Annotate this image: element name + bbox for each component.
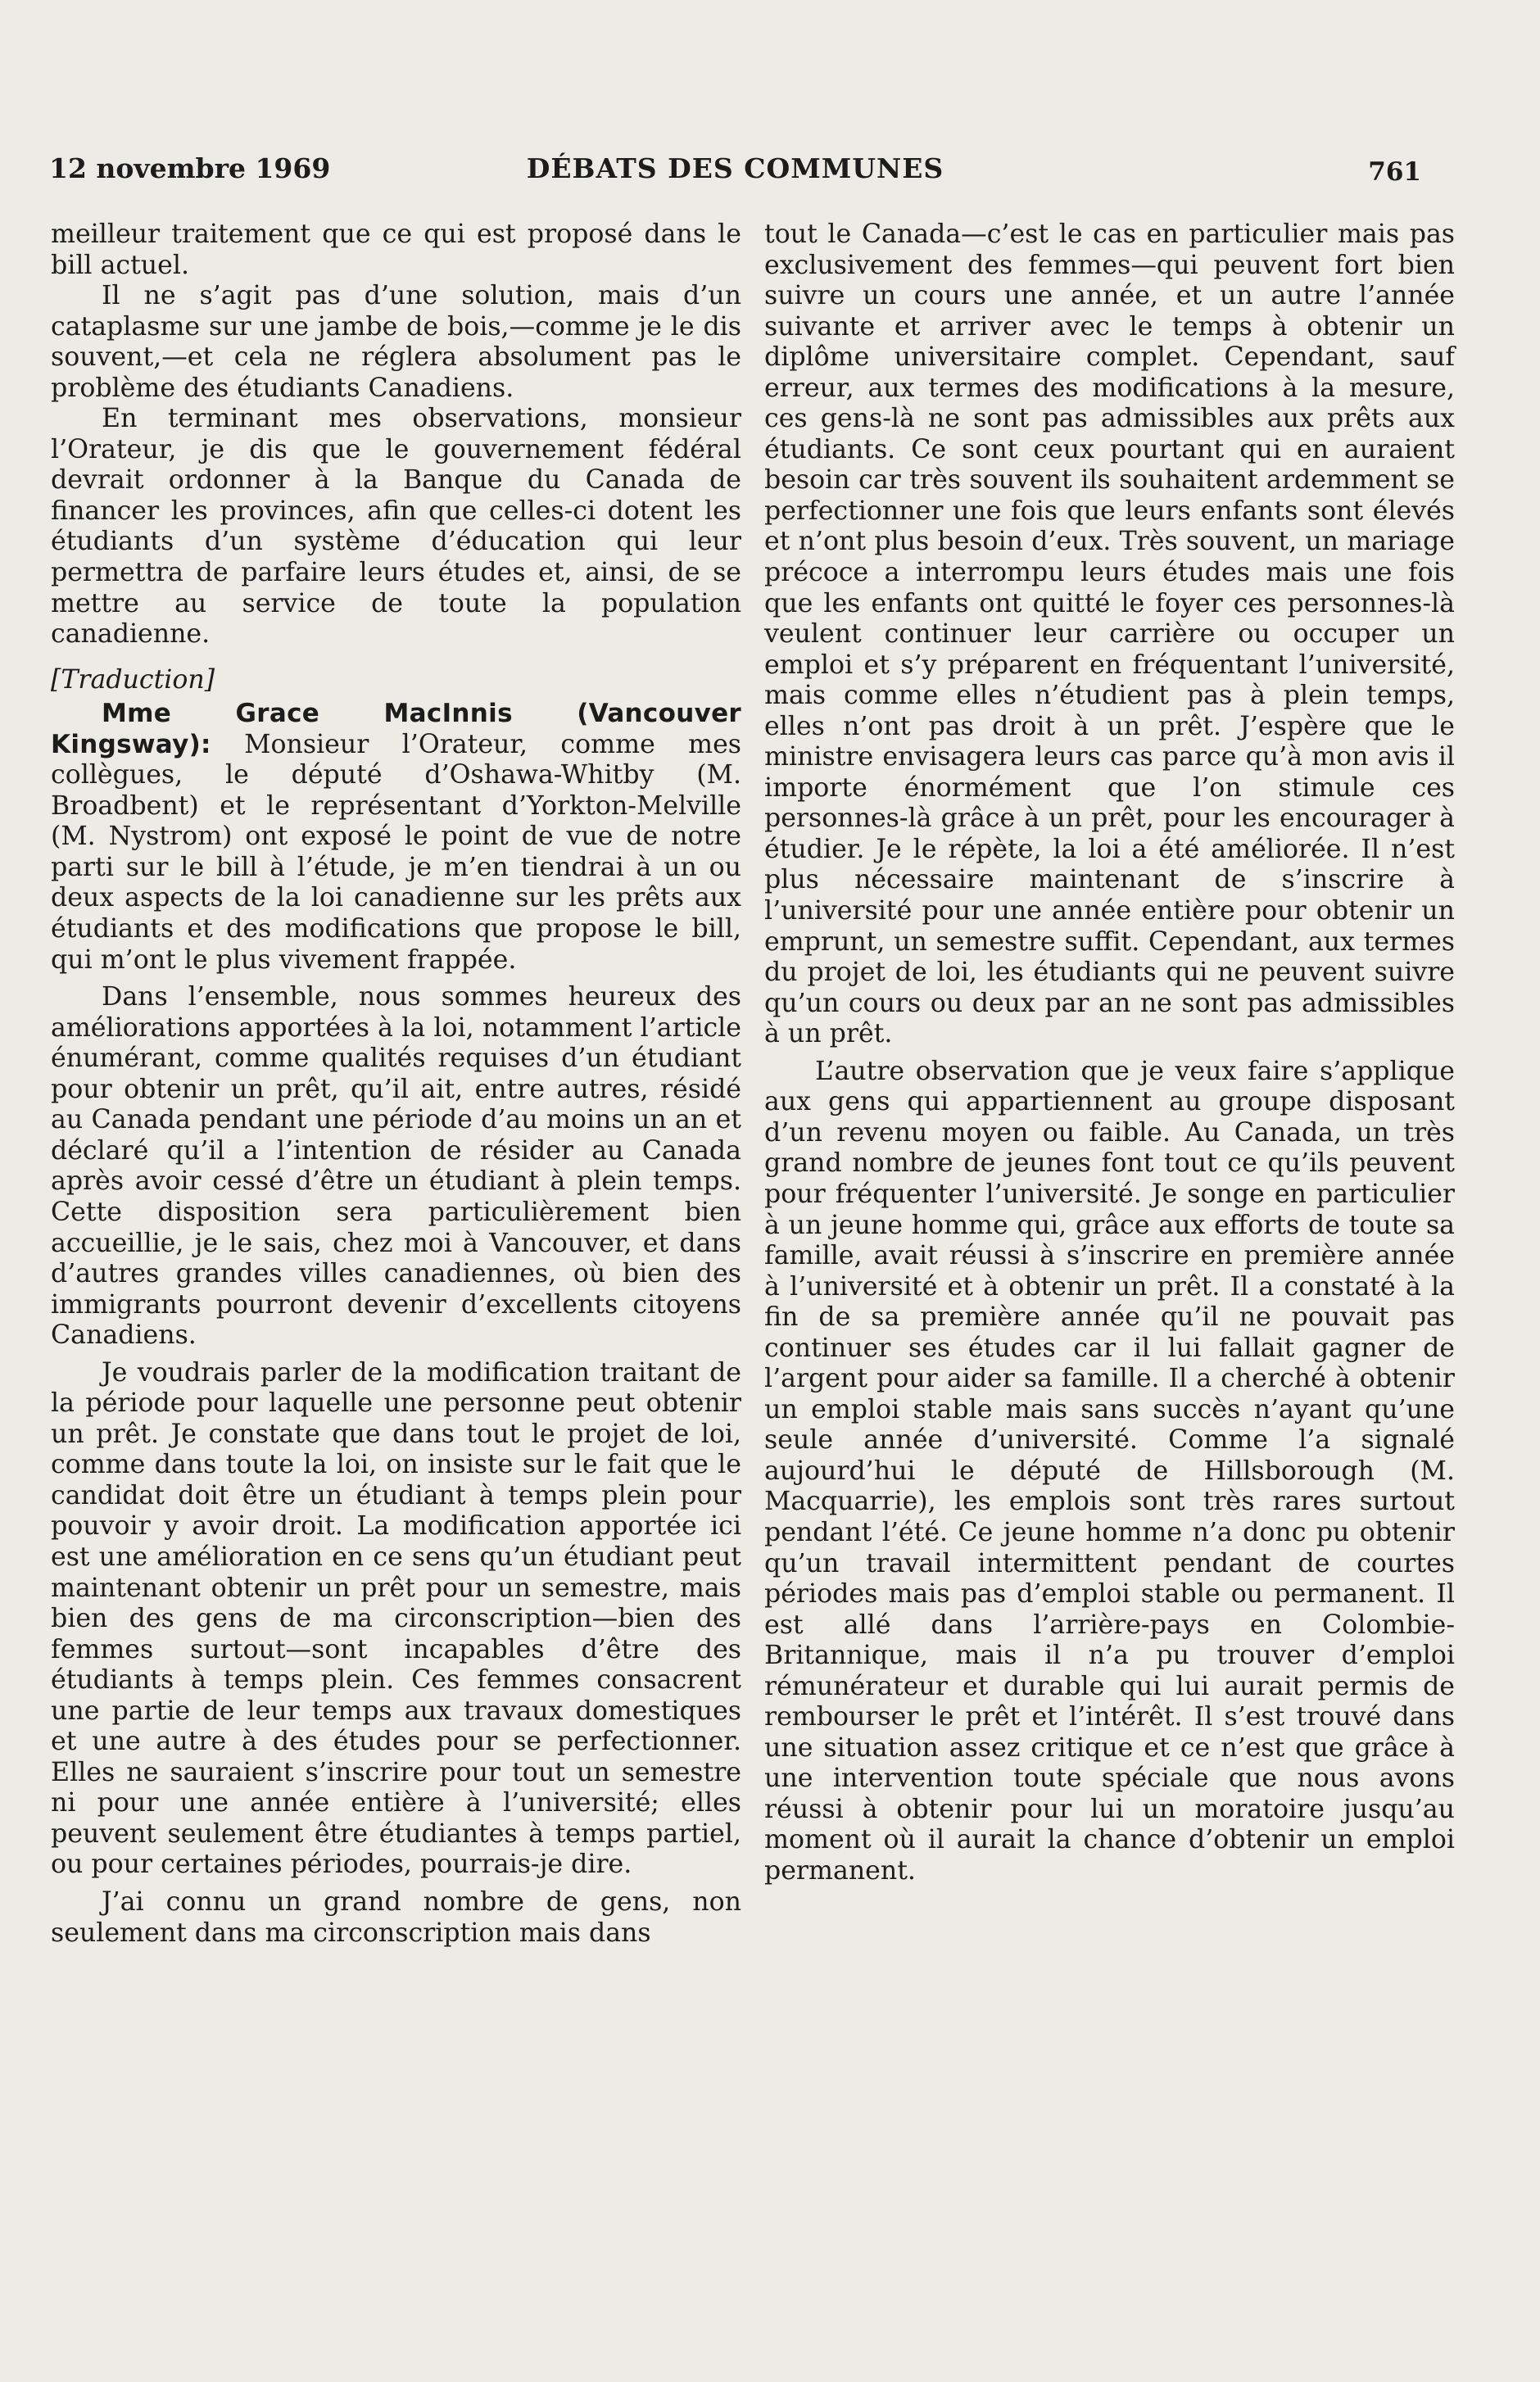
paragraph: Il ne s’agit pas d’une solution, mais d’un cataplasme sur une jambe de bois,—comme je le dis souvent,—et cela ne réglera absolument pas le problème des étudiants Canadiens. bbox=[51, 281, 741, 403]
running-header bbox=[49, 152, 1421, 193]
paragraph: Dans l’ensemble, nous sommes heureux des améliorations apportées à la loi, notamment l’article énumérant, comme qualités requises d’un étudiant pour obtenir un prêt, qu’il ait, entre autres, résidé au Canada pendant une période d’au moins un an et déclaré qu’il a l’intention de résider au Canada après avoir cessé d’être un étudiant à plein temps. Cette disposition sera particulièrement bien accueillie, je le sais, chez moi à Vancouver, et dans d’autres grandes villes canadiennes, où bien des immigrants pourront devenir d’excellents citoyens Canadiens. bbox=[51, 982, 741, 1351]
header-title: DÉBATS DES COMMUNES bbox=[526, 152, 944, 184]
paragraph: meilleur traitement que ce qui est proposé dans le bill actuel. bbox=[51, 220, 741, 280]
paragraph: L’autre observation que je veux faire s’applique aux gens qui appartiennent au groupe disposant d’un revenu moyen ou faible. Au Canada, un très grand nombre de jeunes font tout ce qu’ils peuvent pour fréquenter l’université. Je songe en particulier à un jeune homme qui, grâce aux efforts de toute sa famille, avait réussi à s’inscrire en première année à l’université et à obtenir un prêt. Il a constaté à la fin de sa première année qu’il ne pouvait pas continuer ses études car il lui fallait gagner de l’argent pour aider sa famille. Il a cherché à obtenir un emploi stable mais sans succès n’ayant qu’une seule année d’université. Comme l’a signalé aujourd’hui le député de Hillsborough (M. Macquarrie), les emplois sont très rares surtout pendant l’été. Ce jeune homme n’a donc pu obtenir qu’un travail intermittent pendant de courtes périodes mais pas d’emploi stable ou permanent. Il est allé dans l’arrière-pays en Colombie-Britannique, mais il n’a pu trouver d’emploi rémunérateur et durable qui lui aurait permis de rembourser le prêt et l’intérêt. Il s’est trouvé dans une situation assez critique et ce n’est que grâce à une intervention toute spéciale que nous avons réussi à obtenir pour lui un moratoire jusqu’au moment où il aurait la chance d’obtenir un emploi permanent. bbox=[764, 1056, 1455, 1886]
header-date: 12 novembre 1969 bbox=[49, 152, 331, 184]
left-column bbox=[51, 220, 741, 1949]
paragraph: Je voudrais parler de la modification traitant de la période pour laquelle une personne peut obtenir un prêt. Je constate que dans tout le projet de loi, comme dans toute la loi, on insiste sur le fait que le candidat doit être un étudiant à temps plein pour pouvoir y avoir droit. La modification apportée ici est une amélioration en ce sens qu’un étudiant peut maintenant obtenir un prêt pour un semestre, mais bien des gens de ma circonscription—bien des femmes surtout—sont incapables d’être des étudiants à temps plein. Ces femmes consacrent une partie de leur temps aux travaux domestiques et une autre à des études pour se perfectionner. Elles ne sauraient s’inscrire pour tout un semestre ni pour une année entière à l’université; elles peuvent seulement être étudiantes à temps partiel, ou pour certaines périodes, pourrais-je dire. bbox=[51, 1357, 741, 1880]
right-column bbox=[764, 220, 1455, 1887]
paragraph: J’ai connu un grand nombre de gens, non seulement dans ma circonscription mais dans bbox=[51, 1886, 741, 1948]
paragraph: tout le Canada—c’est le cas en particulier mais pas exclusivement des femmes—qui peuvent fort bien suivre un cours une année, et un autre l’année suivante et arriver avec le temps à obtenir un diplôme universitaire complet. Cependant, sauf erreur, aux termes des modifications à la mesure, ces gens-là ne sont pas admissibles aux prêts aux étudiants. Ce sont ceux pourtant qui en auraient besoin car très souvent ils souhaitent ardemment se perfectionner une fois que leurs enfants sont élevés et n’ont plus besoin d’eux. Très souvent, un mariage précoce a interrompu leurs études mais une fois que les enfants ont quitté le foyer ces personnes-là veulent continuer leur carrière ou occuper un emploi et s’y préparent en fréquentant l’université, mais comme elles n’étudient pas à plein temps, elles n’ont pas droit à un prêt. J’espère que le ministre envisagera leurs cas parce qu’à mon avis il importe énormément que l’on stimule ces personnes-là grâce à un prêt, pour les encourager à étudier. Je le répète, la loi a été améliorée. Il n’est plus nécessaire maintenant de s’inscrire à l’université pour une année entière pour obtenir un emprunt, un semestre suffit. Cependant, aux termes du projet de loi, les étudiants qui ne peuvent suivre qu’un cours ou deux par an ne sont pas admissibles à un prêt. bbox=[764, 220, 1455, 1049]
speaker-name: Mme Grace MacInnis (Vancouver Kingsway): bbox=[51, 699, 741, 759]
page-number: 761 bbox=[1368, 157, 1421, 187]
speech-paragraph bbox=[51, 699, 741, 976]
paragraph: En terminant mes observations, monsieur l’Orateur, je dis que le gouvernement fédéral devrait ordonner à la Banque du Canada de financer les provinces, afin que celles-ci dotent les étudiants d’un système d’éducation qui leur permettra de parfaire leurs études et, ainsi, de se mettre au service de toute la population canadienne. bbox=[51, 404, 741, 650]
speech-text: Monsieur l’Orateur, comme mes collègues, le député d’Oshawa-Whitby (M. Broadbent) et le représentant d’Yorkton-Melville (M. Nystrom) ont exposé le point de vue de notre parti sur le bill à l’étude, je m’en tiendrai à un ou deux aspects de la loi canadienne sur les prêts aux étudiants et des modifications que propose le bill, qui m’ont le plus vivement frappée. bbox=[51, 729, 741, 975]
translation-rubric: [Traduction] bbox=[51, 664, 215, 695]
